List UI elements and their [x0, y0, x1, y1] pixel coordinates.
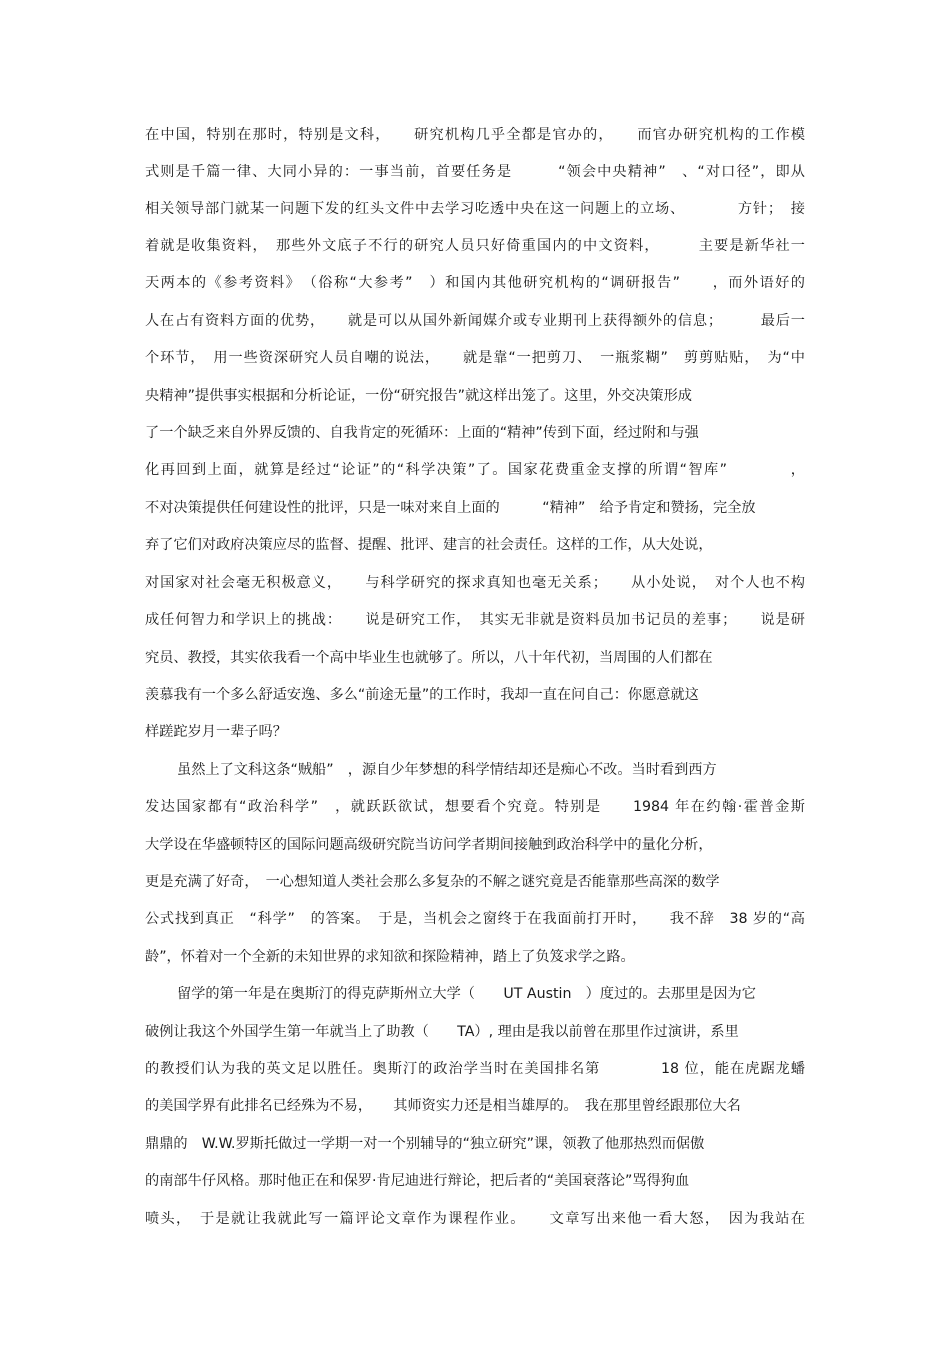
text-line: 喷头， 于是就让我就此写一篇评论文章作为课程作业。 文章写出来他一看大怒， 因为我站在 — [145, 1211, 805, 1227]
text-line: 不对决策提供任何建设性的批评，只是一味对来自上面的 “精神” 给予肯定和赞扬，完全放 — [145, 500, 756, 516]
paragraph-first-line: 留学的第一年是在奥斯汀的得克萨斯州立大学（ UT Austin ）度过的。去那里是因为它 — [177, 986, 756, 1002]
text-line: 弃了它们对政府决策应尽的监督、提醒、批评、建言的社会责任。这样的工作，从大处说， — [145, 537, 713, 553]
text-line: 样蹉跎岁月一辈子吗？ — [145, 724, 287, 740]
text-line: 鼎鼎的 W.W.罗斯托做过一学期一对一个别辅导的“独立研究”课，领教了他那热烈而倨傲 — [145, 1136, 705, 1152]
text-line: 对国家对社会毫无积极意义， 与科学研究的探求真知也毫无关系； 从小处说， 对个人也不构 — [145, 575, 805, 591]
text-line: 的南部牛仔风格。那时他正在和保罗·肯尼迪进行辩论，把后者的“美国衰落论”骂得狗血 — [145, 1173, 690, 1189]
text-line: 大学设在华盛顿特区的国际问题高级研究院当访问学者期间接触到政治科学中的量化分析， — [145, 837, 713, 853]
text-line: 了一个缺乏来自外界反馈的、自我肯定的死循环：上面的“精神”传到下面，经过附和与强 — [145, 425, 699, 441]
text-line: 在中国，特别在那时，特别是文科， 研究机构几乎全都是官办的， 而官办研究机构的工作模 — [145, 127, 805, 143]
text-line: 相关领导部门就某一问题下发的红头文件中去学习吃透中央在这一问题上的立场、 方针； 接 — [145, 201, 805, 217]
text-line: 的教授们认为我的英文足以胜任。奥斯汀的政治学当时在美国排名第 18 位，能在虎踞龙蟠 — [145, 1061, 805, 1077]
text-line: 央精神”提供事实根据和分析论证，一份“研究报告”就这样出笼了。这里，外交决策形成 — [145, 388, 692, 404]
text-line: 个环节， 用一些资深研究人员自嘲的说法， 就是靠“一把剪刀、 一瓶浆糊” 剪剪贴贴， 为“中 — [145, 350, 805, 366]
text-line: 更是充满了好奇， 一心想知道人类社会那么多复杂的不解之谜究竟是否能靠那些高深的数学 — [145, 874, 720, 890]
text-line: 破例让我这个外国学生第一年就当上了助教（ TA）, 理由是我以前曾在那里作过演讲，系里 — [145, 1024, 739, 1040]
text-line: 羡慕我有一个多么舒适安逸、多么“前途无量”的工作时，我却一直在问自己：你愿意就这 — [145, 687, 699, 703]
text-line: 式则是千篇一律、大同小异的：一事当前，首要任务是 “领会中央精神” 、“对口径”，即从 — [145, 164, 805, 180]
paragraph-first-line: 虽然上了文科这条“贼船” ，源自少年梦想的科学情结却还是痴心不改。当时看到西方 — [177, 762, 717, 778]
text-line: 的美国学界有此排名已经殊为不易， 其师资实力还是相当雄厚的。 我在那里曾经跟那位大名 — [145, 1098, 741, 1114]
text-line: 人在占有资料方面的优势， 就是可以从国外新闻媒介或专业期刊上获得额外的信息； 最后一 — [145, 313, 805, 329]
text-line: 天两本的《参考资料》 （俗称“大参考” ）和国内其他研究机构的“调研报告” ，而外语好的 — [145, 275, 805, 291]
text-line: 成任何智力和学识上的挑战： 说是研究工作， 其实无非就是资料员加书记员的差事； 说是研 — [145, 612, 805, 628]
text-line: 究员、教授，其实依我看一个高中毕业生也就够了。所以，八十年代初，当周围的人们都在 — [145, 650, 713, 666]
text-line: 公式找到真正 “科学” 的答案。 于是，当机会之窗终于在我面前打开时， 我不辞 38 岁的“高 — [145, 911, 805, 927]
text-line: 发达国家都有“政治科学” ，就跃跃欲试，想要看个究竟。特别是 1984 年在约翰·霍普金斯 — [145, 799, 805, 815]
text-line: 龄”，怀着对一个全新的未知世界的求知欲和探险精神，踏上了负笈求学之路。 — [145, 949, 635, 965]
text-line: 化再回到上面，就算是经过“论证”的“科学决策”了。国家花费重金支撑的所谓“智库” ， — [145, 462, 805, 478]
text-line: 着就是收集资料， 那些外文底子不行的研究人员只好倚重国内的中文资料， 主要是新华社一 — [145, 238, 805, 254]
